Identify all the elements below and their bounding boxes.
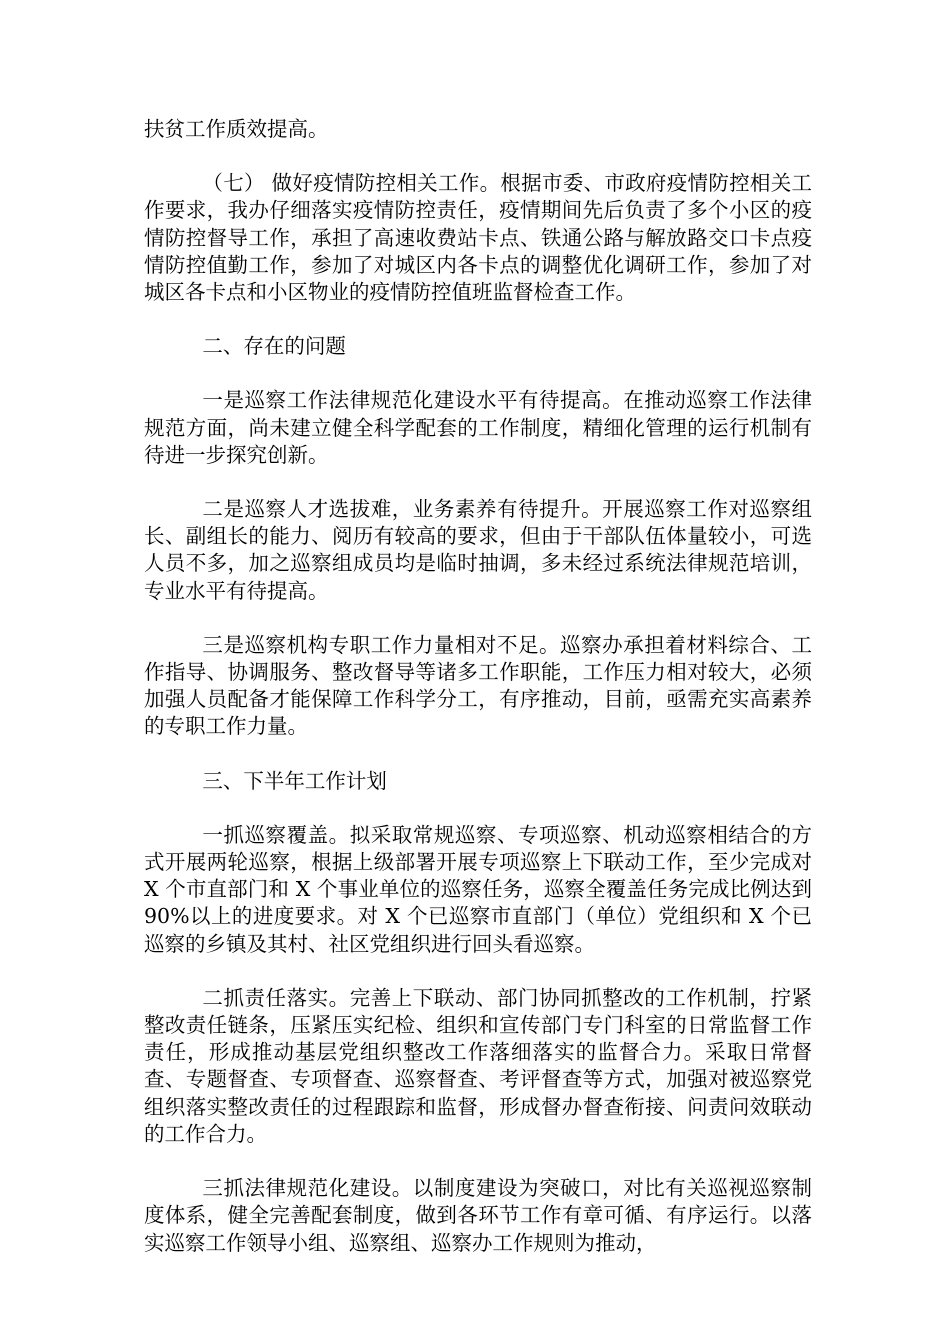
paragraph-plan-2: 二抓责任落实。完善上下联动、部门协同抓整改的工作机制，拧紧整改责任链条，压紧压实纪检、组织和宣传部门专门科室的日常监督工作责任，形成推动基层党组织整改工作落细落实的监督合力。采取日常督查、专题督查、专项督查、巡察督查、考评督查等方式，加强对被巡察党组织落实整改责任的过程跟踪和监督，形成督办督查衔接、问责问效联动的工作合力。 bbox=[144, 985, 812, 1146]
paragraph-problem-3: 三是巡察机构专职工作力量相对不足。巡察办承担着材料综合、工作指导、协调服务、整改督导等诸多工作职能，工作压力相对较大，必须加强人员配备才能保障工作科学分工，有序推动，目前，亟需充实高素养的专职工作力量。 bbox=[144, 632, 812, 739]
paragraph-plan-3: 三抓法律规范化建设。以制度建设为突破口，对比有关巡视巡察制度体系，健全完善配套制度，做到各环节工作有章可循、有序运行。以落实巡察工作领导小组、巡察组、巡察办工作规则为推动， bbox=[144, 1176, 812, 1255]
paragraph-epidemic-prevention: （七） 做好疫情防控相关工作。根据市委、市政府疫情防控相关工作要求，我办仔细落实疫情防控责任，疫情期间先后负责了多个小区的疫情防控督导工作，承担了高速收费站卡点、铁通公路与解放路交口卡点疫情防控值勤工作，参加了对城区内各卡点的调整优化调研工作，参加了对城区各卡点和小区物业的疫情防控值班监督检查工作。 bbox=[144, 171, 812, 305]
paragraph-plan-1: 一抓巡察覆盖。拟采取常规巡察、专项巡察、机动巡察相结合的方式开展两轮巡察，根据上级部署开展专项巡察上下联动工作，至少完成对 X 个市直部门和 X 个事业单位的巡察任务，巡察全覆盖任务完成比例达到 90%以上的进度要求。对 X 个已巡察市直部门（单位）党组织和 X 个已巡察的乡镇及其村、社区党组织进行回头看巡察。 bbox=[144, 822, 812, 956]
document-page bbox=[144, 116, 812, 1284]
paragraph-problem-1: 一是巡察工作法律规范化建设水平有待提高。在推动巡察工作法律规范方面，尚未建立健全科学配套的工作制度，精细化管理的运行机制有待进一步探究创新。 bbox=[144, 388, 812, 467]
paragraph-continuation: 扶贫工作质效提高。 bbox=[144, 117, 329, 141]
section-heading-plan: 三、下半年工作计划 bbox=[202, 768, 387, 793]
section-heading-problems: 二、存在的问题 bbox=[202, 334, 346, 359]
paragraph-problem-2: 二是巡察人才选拔难，业务素养有待提升。开展巡察工作对巡察组长、副组长的能力、阅历有较高的要求，但由于干部队伍体量较小，可选人员不多，加之巡察组成员均是临时抽调，多未经过系统法律规范培训，专业水平有待提高。 bbox=[144, 497, 812, 603]
